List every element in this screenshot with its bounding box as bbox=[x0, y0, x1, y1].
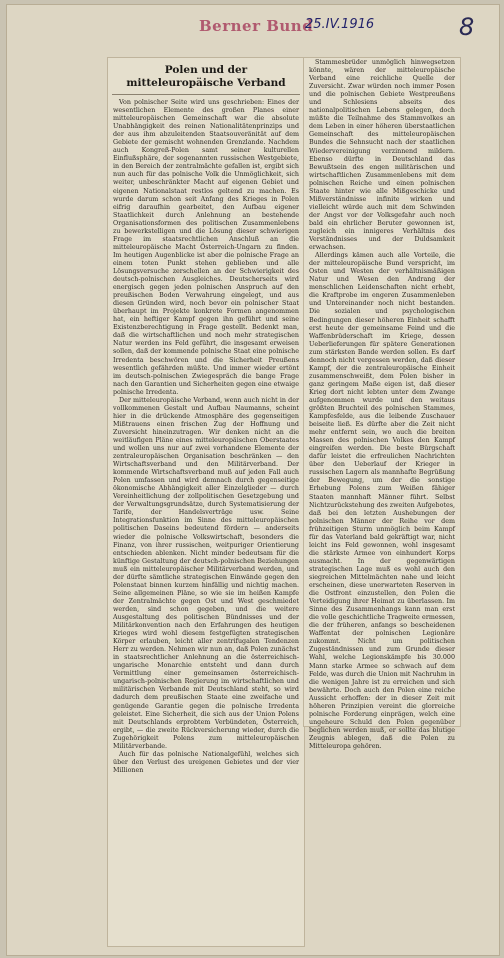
handwritten-page-number: 8 bbox=[459, 13, 475, 41]
article-body-left bbox=[108, 98, 304, 775]
article-paragraph: Der mitteleuropäische Verband, wenn auch nicht in der vollkommenen Gestalt und Aufbau Naumanns, scheint hier in die drückende Atmosphäre des gegenseitigen Mißtrauens einen frischen Zug der Hoffnung und Zuversicht hineinzutragen. Wir denken nicht an die weitläufigen Pläne eines mitteleuropäischen Oberstaates und wollen uns nur auf zwei vorhandene Elemente der zentraleuropäischen Organisation beschränken — den Wirtschaftsverband und den Militärverband. Der kommende Wirtschaftsverband muß auf jeden Fall auch Polen umfassen und wird demnach durch gegenseitige ökonomische Abhängigkeit aller Einzelglieder — durch Vereinheitlichung der zollpolitischen Gesetzgebung und der Verwaltungsgrundsätze, durch Systematisierung der Tarife, der Handelsverträge usw. Seine Integrationsfunktion im Sinne des mitteleuropäischen politischen Daseins bedeutend fördern — anderseits wieder die polnische Volkswirtschaft, besonders die Finanz, von ihrer russischen, weitpuriger Orientierung entschieden ablenken. Nicht minder bedeutsam für die künftige Gestaltung der deutsch-polnischen Beziehungen muß ein mitteleuropäischer Militärverband werden, und der dürfte sämtliche strategischen Einwände gegen den Polenstaat binnen kurzem hinfällig und nichtig machen. Seine allgemeinen Pläne, so wie sie im heißen Kampfe der Zentralmächte gegen Ost und West geschmiedet werden, sind schon gegeben, und die weitere Ausgestaltung des politischen Bündnisses und der Militärkonvention nach den Erfahrungen des heutigen Krieges wird wohl diesem festgefügten strategischen Körper erlauben, leicht aller zentrifugalen Tendenzen Herr zu werden. Nehmen wir nun an, daß Polen zunächst in staatsrechtlicher Anlehnung an die österreichisch-ungarische Monarchie entsteht und dann durch Vermittlung einer gemeinsamen österreichisch-ungarisch-polnischen Regierung im wirtschaftlichen und militärischen Verbande mit Deutschland steht, so wird dadurch dem preußischen Staate eine zweifache und genügende Garantie gegen die polnische Irredenta geleistet. Eine Sicherheit, die sich aus der Union Polens mit Deutschlands erprobtem Verbündeten, Österreich, ergibt, — die zweite Rückversicherung wieder, durch die Zugehörigkeit Polens zum mitteleuropäischen Militärverbande. bbox=[113, 396, 299, 750]
article-body-right bbox=[304, 58, 460, 751]
newspaper-name: Berner Bund bbox=[199, 17, 314, 35]
article-paragraph: Stammesbrüder unmöglich hinwegsetzen könnte, wären der mitteleuropäische Verband eine reichliche Quelle der Zuversicht. Zwar würden noch immer Posen und die polnischen Gebiete Westpreußens und Schlesiens abseits des nationalpolitischen Lebens gelegen, doch müßte die Teilnahme des Stammvolkes an dem Leben in einer höheren überstaatlichen Gemeinschaft des mitteleuropäischen Bundes die Sehnsucht nach der staatlichen Wiedervereinigung verzinnend mildern. Ebenso dürfte in Deutschland das Bewußtsein des engen militärischen und wirtschaftlichen Zusammenlebens mit dem polnischen Reiche und einen polnischen Staate hinter wie alle Mißgeschicke und Mißverständnisse infinite wirken und vielleicht würde auch mit dem Schwinden der Angst vor der Volksgefahr auch noch bald ein ehrlicher Beruter gewonnen ist, zugleich ein innigeres Verhältnis des Verständnisses und der Duldsamkeit erwachsen. bbox=[309, 59, 455, 252]
clipping-left-column bbox=[108, 58, 304, 946]
clipping-right-column bbox=[304, 58, 460, 750]
article-paragraph: Von polnischer Seite wird uns geschrieben: Eines der wesentlichen Elemente des großen Planes einer mitteleuropäischen Gemeinschaft war die absolute Unabhängigkeit des reinen Nationalitätenprinzips und der aus ihm abzuleitenden Staatsouveränität auf dem Gebiete der gemischt wohnenden Grenzlande. Nachdem auch Kongreß-Polen samt seiner kulturellen Einflußsphäre, der sogenannten russischen Westgebiete, in den Bereich der zentralmächte gefallen ist, ergibt sich nun auch für das polnische Volk die Unmöglichkeit, sich weiter, unbeschränkter Macht auf eigenen Gebiet und eigenen Nationalstaat restlos geltend zu machen. Es wurde darum schon seit Anfang des Krieges in Polen eifrig daraufhin gearbeitet, den Aufbau eigener Staatlichkeit durch Anlehnung an bestehende Organisationsformen des politischen Zusammenlebens zu bewerkstelligen und die Lösung dieser schwierigen Frage im staatsrechtlichen Anschluß an die mitteleuropäische Macht Österreich-Ungarn zu finden. Im heutigen Augenblicke ist aber die polnische Frage an einem toten Punkt stehen geblieben und alle Lösungsversuche zerschellen an der Schwierigkeit des deutsch-polnischen Ausgleiches. Deutscherseits wird energisch gegen jeden polnischen Anspruch auf den preußischen Boden Verwahrung eingelegt, und aus diesen Gründen wird, noch bevor ein polnischer Staat überhaupt im Projekte konkrete Formen angenommen hat, ein heftiger Kampf gegen ihn geführt und seine Existenzberechtigung in Frage gestellt. Bedenkt man, daß die wirtschaftlichen und noch mehr strategischen Natur werden ins Feld geführt, die insgesamt erweisen sollen, daß der kommende polnische Staat eine polnische Irredenta beschwören und die Sicherheit Preußens wesentlich gefährden müßte. Und immer wieder ertönt im deutsch-polnischen Zwiegespräch die bange Frage nach den Garantien und Sicherheiten gegen eine etwaige polnische Irredenta. bbox=[113, 99, 299, 396]
newspaper-masthead bbox=[187, 15, 417, 41]
handwritten-date: 25.IV.1916 bbox=[305, 17, 375, 32]
article-paragraph: Allerdings kämen auch alle Vorteile, die der mitteleuropäische Bund verspricht, im Osten und Westen der verhältnismäßigen Natur und Wesen den Andrang der menschlichen Leidenschaften nicht erhebt, die Kraftprobe im engeren Zusammenleben und Untereinander noch nicht bestanden. Die sozialen und psychologischen Bedingungen dieser höheren Einheit schafft erst heute der gemeinsame Feind und die Waffenbrüderschaft im Kriege, dessen Ueberlieferungen für spätere Generationen zum stärksten Bande werden sollen. Es darf dennoch nicht vergessen werden, daß dieser Kampf, der die zentraleuropäische Einheit zusammenschweißt, dem Polen bisher in ganz geringem Maße eigen ist, daß dieser Krieg dort nicht lebten unter dem Zwange aufgenommen wurde und den weitaus größten Bruchteil des polnischen Stammes, Kampfesfelde, aus die leibende Zuschauer beiseite ließ. Es dürfte aber die Zeit nicht mehr entfernt sein, wo auch die breiten Massen des polnischen Volkes den Kampf eingreifen werden. Die beste Bürgschaft dafür leistet die erfreulichen Nachrichten über den Ueberlauf der Krieger in russischen Lagern als mannhafte Begrüßung der Bewegung, um der die sonstige Erhebung Polens zum Weißen fähiger Staaten mannhaft Männer führt. Selbst Nichtzurückstehung des zweiten Aufgebotes, daß bei den letzten Aushebungen der polnischen Männer der Reihe vor dem frühzeitigen Sturm unmöglich beim Kampf für das Vaterland bald gekräftigt war, nicht leicht ins Feld gewonnen, wohl insgesamt die stärkste Armee von einhundert Korps ausmacht. In der gegenwärtigen strategischen Lage muß es wohl auch den siegreichen Mittelmächten nahe und leicht erscheinen, diese unerwarteten Reserven in die Ostfront einzustellen, den Polen die Verteidigung ihrer Heimat zu überlassen. Im Sinne des Zusammenhangs kann man erst die volle geschichtliche Tragweite ermessen, die der früheren, anfangs so bescheidenen Waffentat der polnischen Legionäre zukommt. Nicht um politischen Zugeständnissen und zum Grunde dieser Wahl, welche Legionskämpfe bis 30.000 Mann starke Armee so schwach auf dem Felde, was durch die Union mit Nachruhm in die wenigen Jahre ist zu erreichen und sich bewährte. Doch auch den Polen eine reiche Aussicht erhoffen: der in dieser Zeit mit höheren Prinzipien vereint die glorreiche polnische Forderung einprägen, welch eine ungeheure Schuld den Polen gegenüber beglichen werden muß, er sollte das blutige Zeugnis ablegen, daß die Polen zu Mitteleuropa gehören. bbox=[309, 252, 455, 750]
article-title: Polen und der mitteleuropäische Verband bbox=[112, 58, 300, 95]
article-paragraph: Auch für das polnische Nationalgefühl, welches sich über den Verlust des ureigenen Gebietes und der vier Millionen bbox=[113, 750, 299, 774]
